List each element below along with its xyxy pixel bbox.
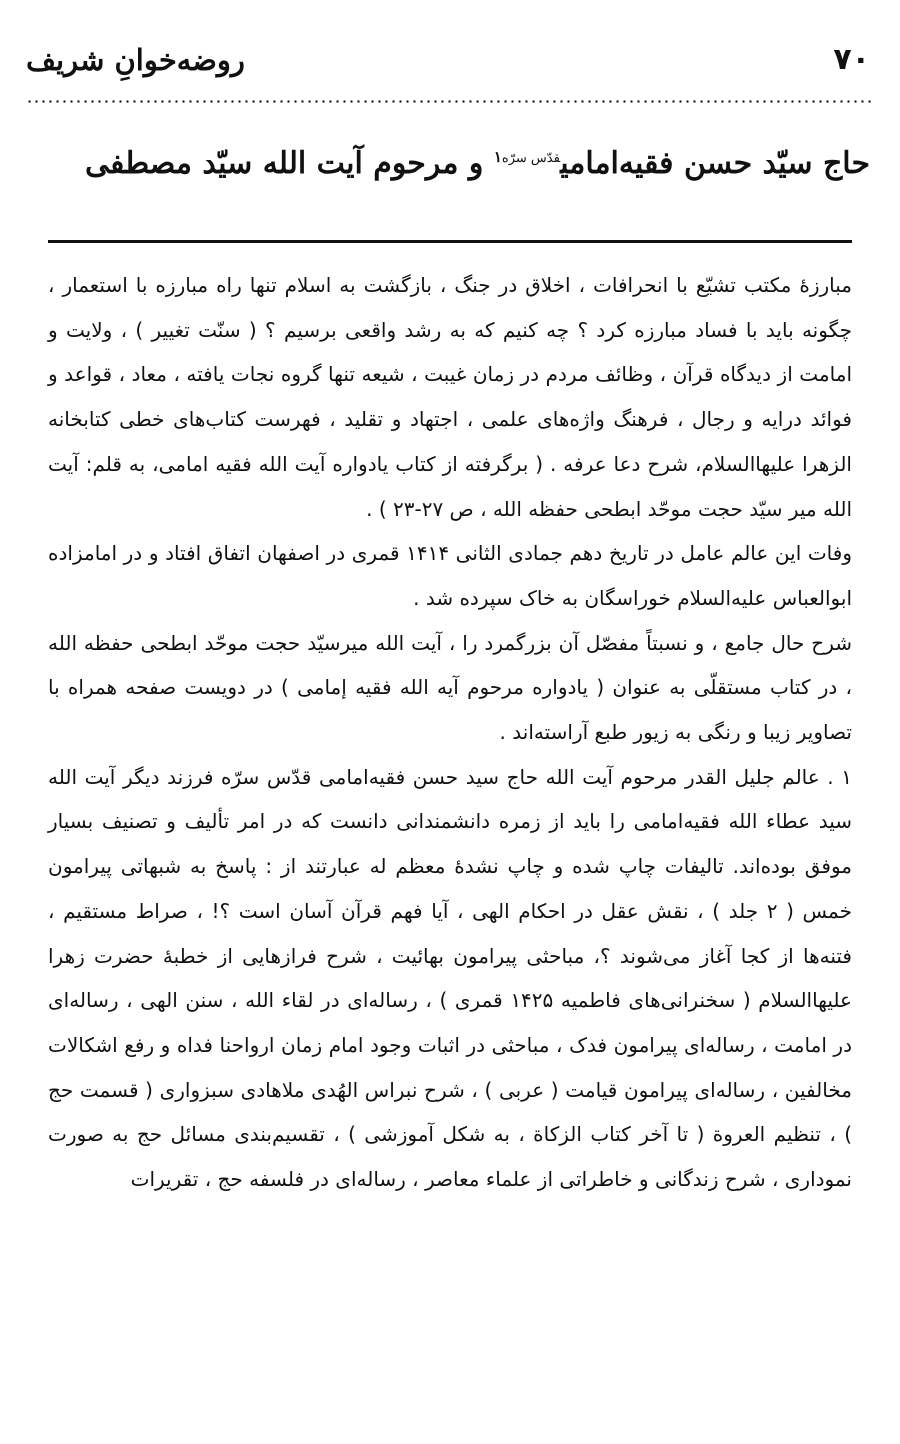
footnote-mark: ۱ <box>493 148 502 166</box>
chapter-heading-part1: حاج سیّد حسن فقیه‌امامی <box>560 146 870 181</box>
footnote-body <box>48 263 852 1202</box>
paragraph-3: شرح حال جامع ، و نسبتاً مفصّل آن بزرگمرد را ، آیت الله میرسیّد حجت موحّد ابطحی حفظه الله ، در کتاب مستقلّی به عنوان ( یادواره مرحوم آیه الله فقیه إمامی ) در دویست صفحه همراه با تصاویر زیبا و رنگی به زیور طبع آراسته‌اند . <box>48 630 852 745</box>
honorific-glyph: قدّس سرّه <box>501 151 561 166</box>
chapter-heading <box>30 133 870 183</box>
page-number: ۷۰ <box>833 42 870 77</box>
paragraph-4: ۱ . عالم جلیل القدر مرحوم آیت الله حاج سید حسن فقیه‌امامی قدّس سرّه فرزند دیگر آیت الله سید عطاء الله فقیه‌امامی را باید از زمره دانشمندانی دانست که در امر تألیف و تصنیف بسیار موفق بوده‌اند. تالیفات چاپ شده و چاپ نشدهٔ معظم له عبارتند از : پاسخ به شبهاتی پیرامون خمس ( ۲ جلد ) ، نقش عقل در احکام الهی ، آیا فهم قرآن آسان است ؟! ، صراط مستقیم ، فتنه‌ها از کجا آغاز می‌شوند ؟، مباحثی پیرامون بهائیت ، شرح فرازهایی از خطبهٔ حضرت زهرا علیهاالسلام ( سخنرانی‌های فاطمیه ۱۴۲۵ قمری ) ، رساله‌ای در لقاء الله ، سنن الهی ، رساله‌ای در امامت ، رساله‌ای پیرامون فدک ، مباحثی در اثبات وجود امام زمان ارواحنا فداه و رفع اشکالات مخالفین ، رساله‌ای پیرامون قیامت ( عربی ) ، شرح نبراس الهُدی ملاهادی سبزواری ( قسمت حج ) ، تنظیم العروة ( تا آخر کتاب الزکاة ، به شکل آموزشی ) ، تقسیم‌بندی مسائل حج به صورت نموداری ، شرح زندگانی و خاطراتی از علماء معاصر ، رساله‌ای در فلسفه حج ، تقریرات <box>48 764 852 1192</box>
paragraph-1: مبارزهٔ مکتب تشیّع با انحرافات ، اخلاق در جنگ ، بازگشت به اسلام تنها راه مبارزه با استعمار ، چگونه باید با فساد مبارزه کرد ؟ چه کنیم که به رشد واقعی برسیم ؟ ( سنّت تغییر ) ، ولایت و امامت از دیدگاه قرآن ، وظائف مردم در زمان غیبت ، شیعه تنها گروه نجات یافته ، معاد ، قواعد و فوائد درایه و رجال ، فرهنگ واژه‌های علمی ، اجتهاد و تقلید ، فهرست کتاب‌های خطی کتابخانه الزهرا علیهاالسلام، شرح دعا عرفه . ( برگرفته از کتاب یادواره آیت الله فقیه امامی، به قلم: آیت الله میر سیّد حجت موحّد ابطحی حفظه الله ، ص ۲۷-۲۳ ) . <box>48 273 852 521</box>
paragraph-2: وفات این عالم عامل در تاریخ دهم جمادی الثانی ۱۴۱۴ قمری در اصفهان اتفاق افتاد و در امامزاده ابوالعباس علیه‌السلام خوراسگان به خاک سپرده شد . <box>48 541 852 610</box>
header-dotted-divider <box>26 100 874 103</box>
footnote-separator <box>48 240 852 243</box>
chapter-heading-part2: و مرحوم آیت الله سیّد مصطفی <box>85 146 494 181</box>
running-header-title: روضه‌خوانِ شریف <box>26 43 245 77</box>
